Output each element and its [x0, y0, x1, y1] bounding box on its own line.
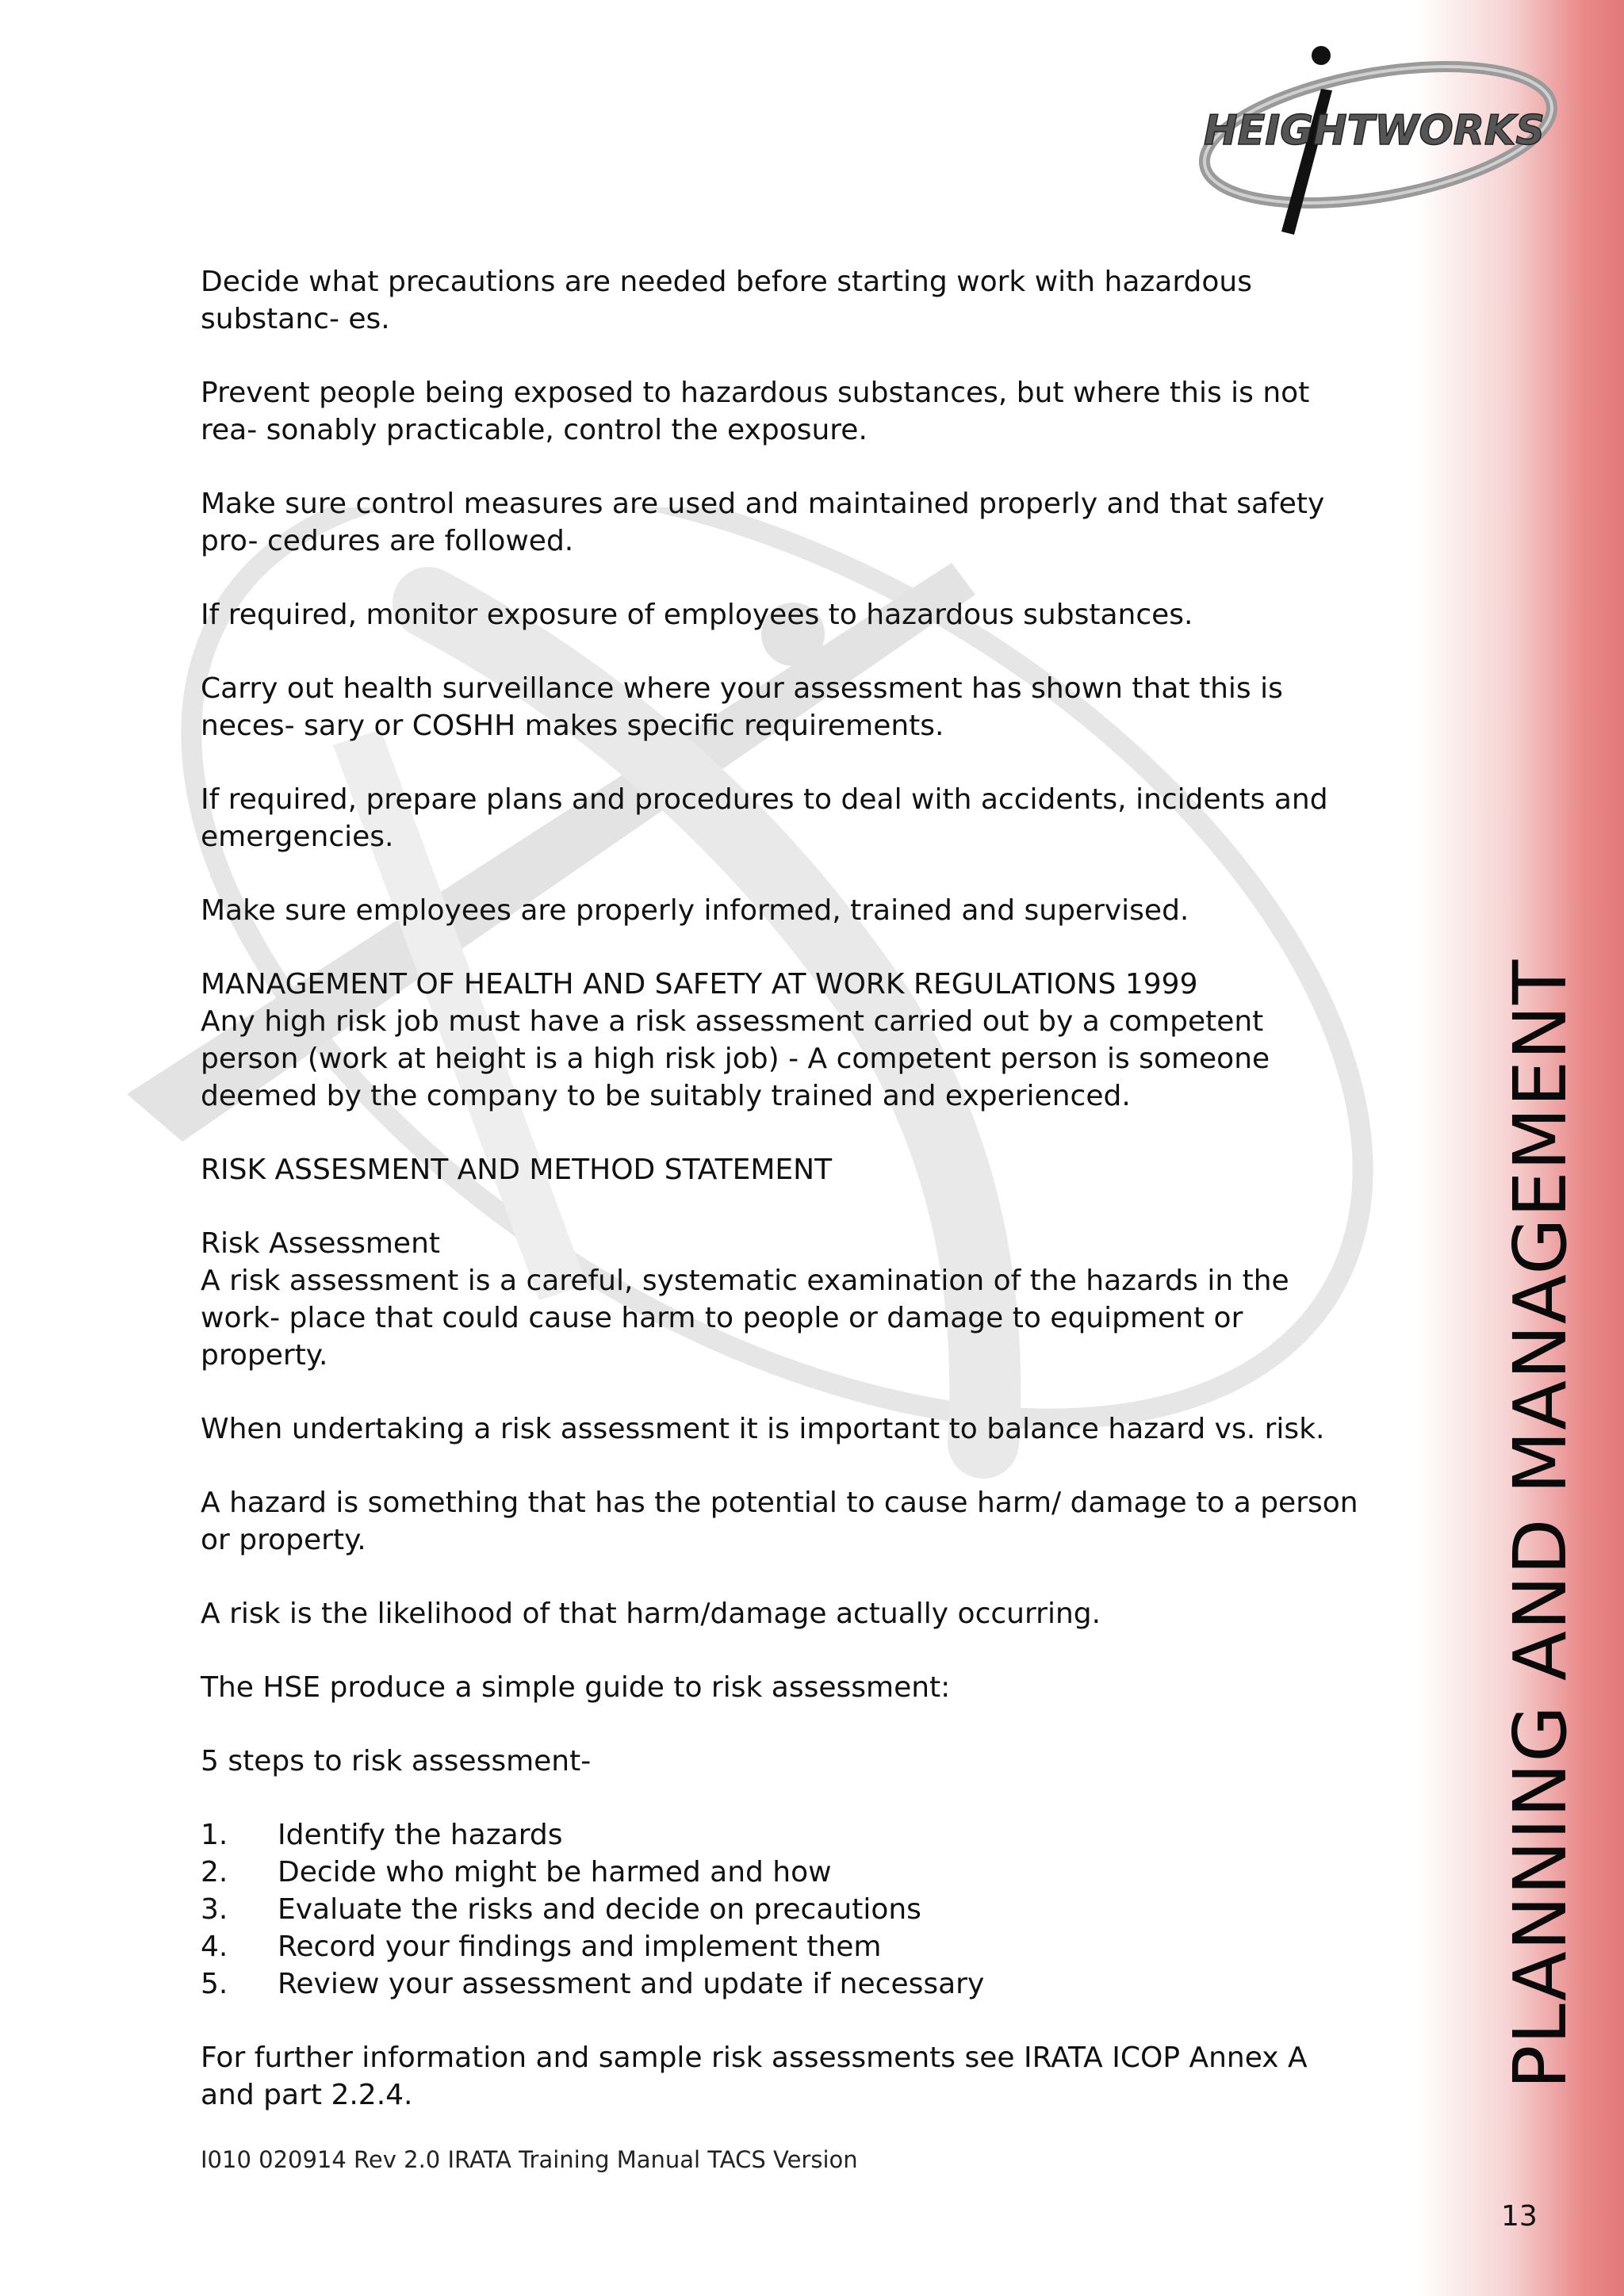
page-number: 13	[1501, 2200, 1538, 2233]
paragraph: A hazard is something that has the potential to cause harm/ damage to a person or property.	[201, 1487, 1358, 1556]
paragraph: Decide what precautions are needed before starting work with hazardous substanc- es.	[201, 266, 1252, 335]
list-text: Record your findings and implement them	[278, 1931, 882, 1963]
list-number: 1.	[201, 1819, 228, 1851]
paragraph: Make sure employees are properly informed, trained and supervised.	[201, 894, 1189, 927]
paragraph: Prevent people being exposed to hazardous substances, but where this is not rea- sonably practicable, control the exposure.	[201, 377, 1310, 446]
list-text: Review your assessment and update if necessary	[278, 1968, 985, 2000]
page-body	[201, 263, 1358, 2150]
paragraph: When undertaking a risk assessment it is important to balance hazard vs. risk.	[201, 1413, 1325, 1445]
paragraph-further-info: For further information and sample risk assessments see IRATA ICOP Annex A and part 2.2.4.	[201, 2042, 1308, 2111]
section-heading-mhsw: MANAGEMENT OF HEALTH AND SAFETY AT WORK REGULATIONS 1999	[201, 968, 1198, 1001]
paragraph: 5 steps to risk assessment-	[201, 1745, 592, 1777]
paragraph: If required, prepare plans and procedures to deal with accidents, incidents and emergencies.	[201, 783, 1328, 853]
paragraph: A risk is the likelihood of that harm/damage actually occurring.	[201, 1598, 1101, 1630]
logo-text: HEIGHTWORKS	[1204, 107, 1545, 155]
section-title-vertical: PLANNING AND MANAGEMENT	[1498, 959, 1583, 2089]
paragraph: Any high risk job must have a risk assessment carried out by a competent person (work at height is a high risk job) - A competent person is someone deemed by the company to be suitably trained and experienced.	[201, 1005, 1270, 1112]
paragraph: The HSE produce a simple guide to risk assessment:	[201, 1671, 951, 1704]
paragraph: A risk assessment is a careful, systematic examination of the hazards in the work- place that could cause harm to people or damage to equipment or property.	[201, 1265, 1289, 1372]
risk-steps-list	[201, 1816, 1358, 2003]
list-item	[201, 1928, 1358, 1965]
document-footer: I010 020914 Rev 2.0 IRATA Training Manual TACS Version	[201, 2146, 858, 2173]
list-item	[201, 1891, 1358, 1928]
list-item	[201, 1816, 1358, 1854]
list-item	[201, 1965, 1358, 2003]
list-number: 3.	[201, 1893, 228, 1926]
subheading-risk-assessment: Risk Assessment	[201, 1227, 441, 1260]
list-number: 2.	[201, 1856, 228, 1888]
paragraph: If required, monitor exposure of employees to hazardous substances.	[201, 599, 1193, 631]
list-text: Identify the hazards	[278, 1819, 563, 1851]
section-heading-rams: RISK ASSESMENT AND METHOD STATEMENT	[201, 1154, 833, 1186]
list-text: Decide who might be harmed and how	[278, 1856, 832, 1888]
paragraph: Carry out health surveillance where your assessment has shown that this is neces- sary or COSHH makes specific requirements.	[201, 672, 1283, 742]
list-number: 5.	[201, 1968, 228, 2000]
paragraph: Make sure control measures are used and maintained properly and that safety pro- cedures are followed.	[201, 488, 1325, 557]
heightworks-logo	[1188, 41, 1561, 239]
list-text: Evaluate the risks and decide on precautions	[278, 1893, 921, 1926]
list-item	[201, 1854, 1358, 1891]
list-number: 4.	[201, 1931, 228, 1963]
